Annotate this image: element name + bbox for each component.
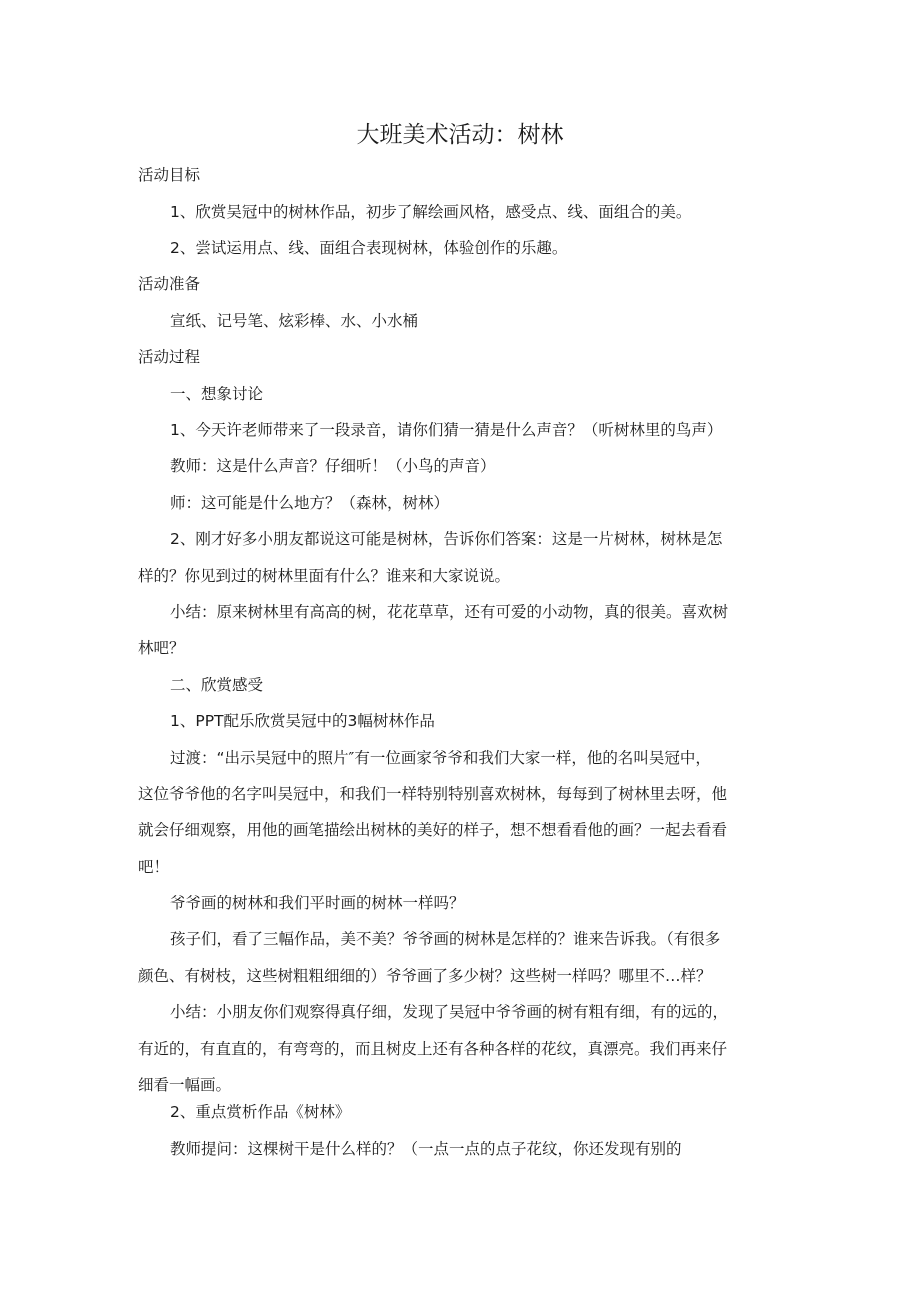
paragraph-line: 样的？你见到过的树林里面有什么？谁来和大家说说。 xyxy=(138,567,511,585)
goals-heading: 活动目标 xyxy=(138,166,201,184)
document-title: 大班美术活动：树林 xyxy=(356,122,564,148)
paragraph-line: 颜色、有树枝，这些树粗粗细细的）爷爷画了多少树？这些树一样吗？哪里不…样？ xyxy=(138,967,712,985)
paragraph-line: 师：这可能是什么地方？（森林，树林） xyxy=(170,494,450,512)
paragraph-line: 1、PPT配乐欣赏吴冠中的3幅树林作品 xyxy=(170,712,435,730)
paragraph-line: 孩子们，看了三幅作品，美不美？爷爷画的树林是怎样的？谁来告诉我。（有很多 xyxy=(170,930,721,948)
prep-items: 宣纸、记号笔、炫彩棒、水、小水桶 xyxy=(170,312,419,330)
paragraph-line: 就会仔细观察，用他的画笔描绘出树林的美好的样子，想不想看看他的画？一起去看看 xyxy=(138,821,728,839)
goal-item: 2、尝试运用点、线、面组合表现树林，体验创作的乐趣。 xyxy=(170,239,568,257)
paragraph-line: 2、重点赏析作品《树林》 xyxy=(170,1103,351,1121)
part1-heading: 一、想象讨论 xyxy=(170,385,264,403)
paragraph-line: 林吧？ xyxy=(138,639,185,657)
paragraph-line: 教师：这是什么声音？仔细听！（小鸟的声音） xyxy=(170,457,496,475)
paragraph-line: 这位爷爷他的名字叫吴冠中，和我们一样特别特别喜欢树林，每每到了树林里去呀，他 xyxy=(138,785,728,803)
paragraph-line: 小结：原来树林里有高高的树，花花草草，还有可爱的小动物，真的很美。喜欢树 xyxy=(170,603,729,621)
goal-item: 1、欣赏吴冠中的树林作品，初步了解绘画风格，感受点、线、面组合的美。 xyxy=(170,203,692,221)
prep-heading: 活动准备 xyxy=(138,275,201,293)
paragraph-line: 爷爷画的树林和我们平时画的树林一样吗？ xyxy=(170,894,465,912)
paragraph-line: 细看一幅画。 xyxy=(138,1076,232,1094)
paragraph-line: 有近的，有直直的，有弯弯的，而且树皮上还有各种各样的花纹，真漂亮。我们再来仔 xyxy=(138,1040,728,1058)
paragraph-line: 吧！ xyxy=(138,858,170,876)
paragraph-line: 过渡：“出示吴冠中的照片″有一位画家爷爷和我们大家一样，他的名叫吴冠中， xyxy=(170,749,711,767)
paragraph-line: 小结：小朋友你们观察得真仔细，发现了吴冠中爷爷画的树有粗有细，有的远的， xyxy=(170,1003,729,1021)
paragraph-line: 2、刚才好多小朋友都说这可能是树林，告诉你们答案：这是一片树林，树林是怎 xyxy=(170,530,723,548)
paragraph-line: 1、今天许老师带来了一段录音，请你们猜一猜是什么声音？（听树林里的鸟声） xyxy=(170,421,723,439)
part2-heading: 二、欣赏感受 xyxy=(170,676,264,694)
paragraph-line: 教师提问：这棵树干是什么样的？（一点一点的点子花纹，你还发现有别的 xyxy=(170,1140,682,1158)
process-heading: 活动过程 xyxy=(138,348,201,366)
